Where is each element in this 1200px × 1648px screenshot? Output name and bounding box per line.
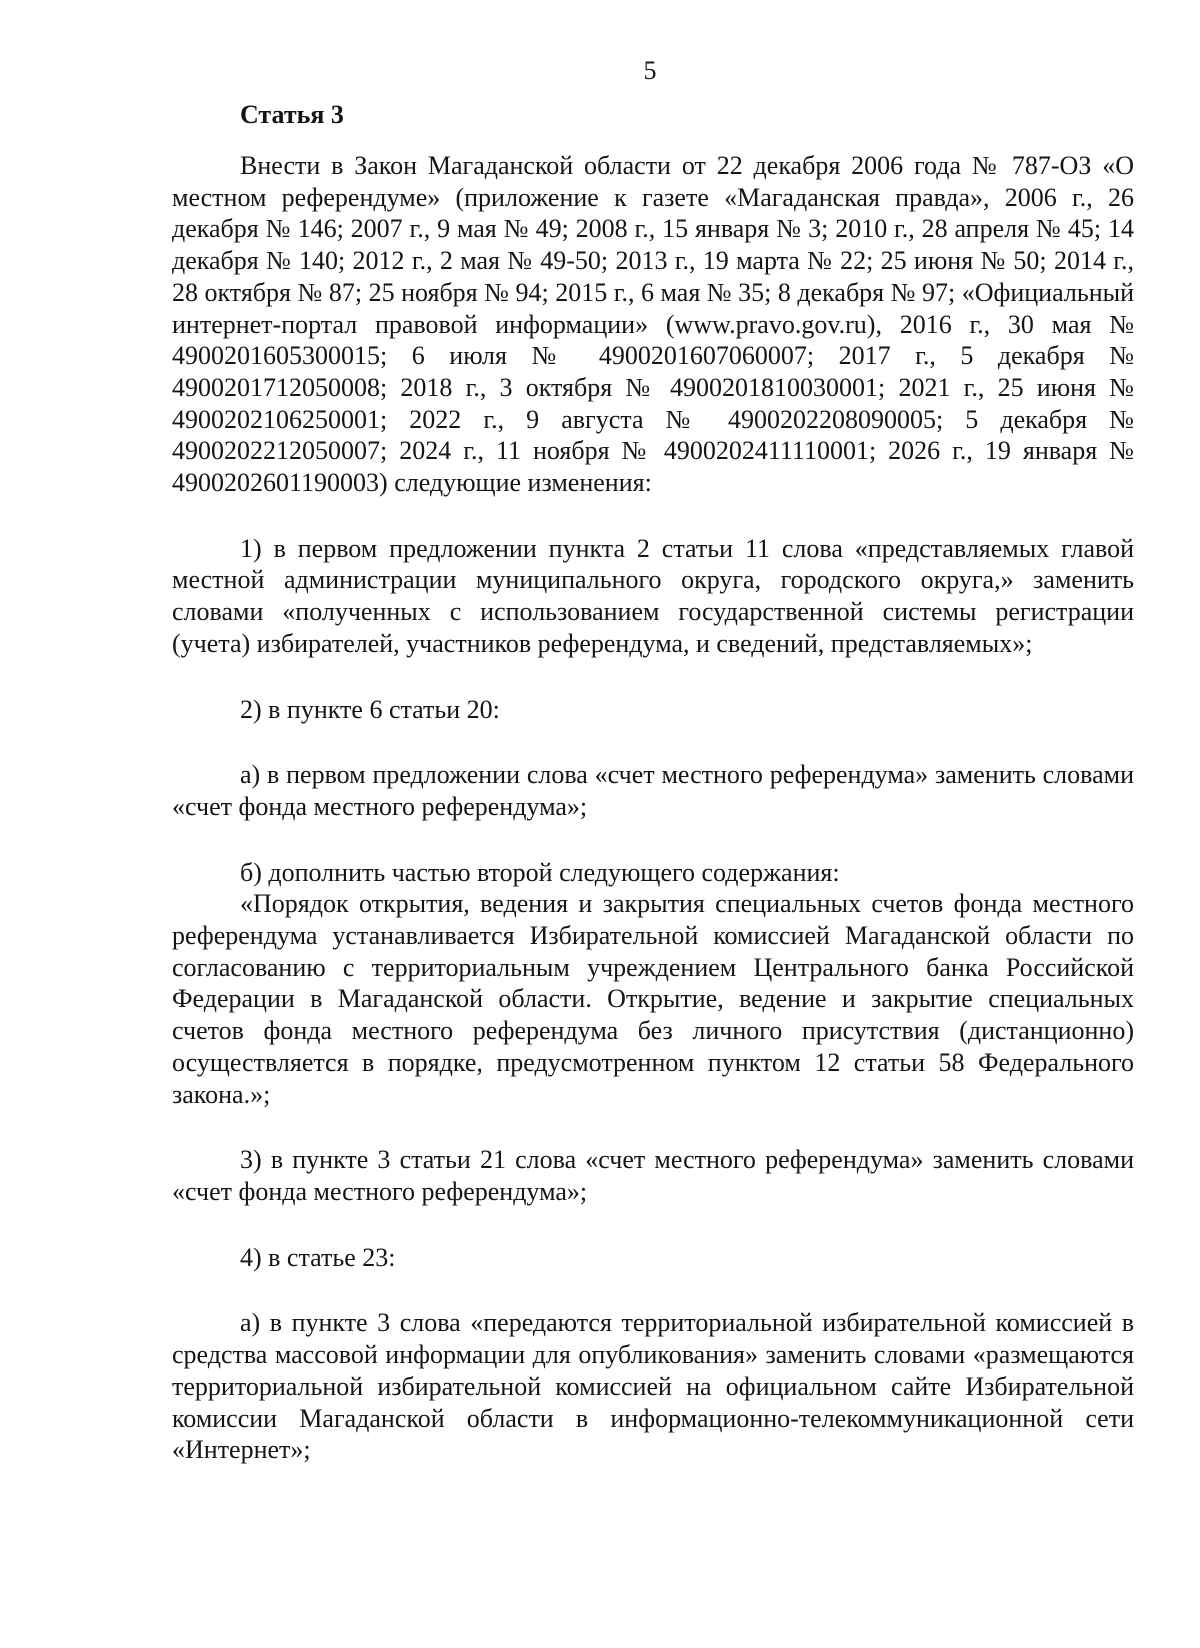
intro-paragraph: Внести в Закон Магаданской области от 22 декабря 2006 года № 787-ОЗ «О местном референдуме» (приложение к газете «Магаданская правда», 2006 г., 26 декабря № 146; 2007 г., 9 мая № 49; 2008 г., 15 января № 3; 2010 г., 28 апреля № 45; 14 декабря № 140; 2012 г., 2 мая № 49-50; 2013 г., 19 марта № 22; 25 июня № 50; 2014 г., 28 октября № 87; 25 ноября № 94; 2015 г., 6 мая № 35; 8 декабря № 97; «Официальный интернет-портал правовой информации» (www.pravo.gov.ru), 2016 г., 30 мая № 4900201605300015; 6 июля № 4900201607060007; 2017 г., 5 декабря № 4900201712050008; 2018 г., 3 октября № 4900201810030001; 2021 г., 25 июня № 4900202106250001; 2022 г., 9 августа № 4900202208090005; 5 декабря № 4900202212050007; 2024 г., 11 ноября № 4900202411110001; 2026 г., 19 января № 4900202601190003) следующие изменения: xyxy=(172,151,1134,498)
amendment-item-1: 1) в первом предложении пункта 2 статьи 11 слова «представляемых главой местной администрации муниципального округа, городского округа,» заменить словами «полученных с использованием государственной системы регистрации (учета) избирателей, участников референдума, и сведений, представляемых»; xyxy=(172,533,1134,658)
document-body xyxy=(172,150,1134,1466)
page-number: 5 xyxy=(643,56,657,85)
amendment-item-2: 2) в пункте 6 статьи 20: xyxy=(240,694,500,724)
amendment-item-2a: а) в первом предложении слова «счет местного референдума» заменить словами «счет фонда местного референдума»; xyxy=(172,760,1134,821)
amendment-item-3: 3) в пункте 3 статьи 21 слова «счет местного референдума» заменить словами «счет фонда местного референдума»; xyxy=(172,1145,1134,1206)
amendment-item-4a: а) в пункте 3 слова «передаются территориальной избирательной комиссией в средства массовой информации для опубликования» заменить словами «размещаются территориальной избирательной комиссией на официальном сайте Избирательной комиссии Магаданской области в информационно-телекоммуникационной сети «Интернет»; xyxy=(172,1308,1134,1465)
article-heading: Статья 3 xyxy=(240,100,344,129)
amendment-item-2b: б) дополнить частью второй следующего содержания: xyxy=(240,857,840,887)
quoted-new-text: «Порядок открытия, ведения и закрытия специальных счетов фонда местного референдума устанавливается Избирательной комиссией Магаданской области по согласованию с территориальным учреждением Центрального банка Российской Федерации в Магаданской области. Открытие, ведение и закрытие специальных счетов фонда местного референдума без личного присутствия (дистанционно) осуществляется в порядке, предусмотренном пунктом 12 статьи 58 Федерального закона.»; xyxy=(172,889,1134,1109)
amendment-item-4: 4) в статье 23: xyxy=(240,1242,396,1272)
